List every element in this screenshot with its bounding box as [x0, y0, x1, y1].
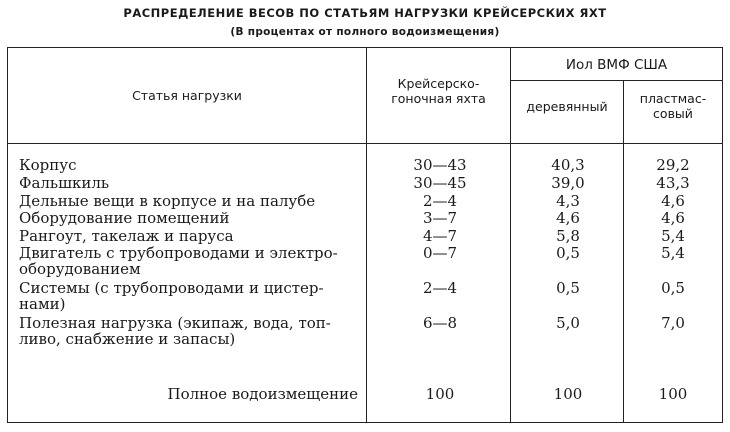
row-item-line: Двигатель с трубопроводами и электро- [19, 244, 338, 262]
row-cruiser-value: 2—4 [422, 192, 458, 210]
header-wooden [511, 99, 623, 114]
row-wooden-value: 40,3 [551, 156, 585, 174]
row-plastic-value: 5,4 [661, 227, 685, 245]
header-item-label: Статья нагрузки [132, 88, 242, 103]
row-plastic-value: 5,4 [661, 244, 685, 262]
row-cruiser-value: 0—7 [422, 244, 458, 262]
row-wooden-value: 4,6 [556, 209, 580, 227]
row-cruiser-value: 2—4 [422, 279, 458, 297]
row-item: Рангоут, такелаж и паруса [19, 227, 234, 245]
header-cruiser-line1: Крейсерско- [397, 76, 480, 91]
row-plastic-value: 0,5 [661, 279, 685, 297]
total-label: Полное водоизмещение [167, 385, 358, 403]
total-cruiser-value: 100 [425, 385, 455, 403]
header-item [8, 88, 366, 103]
table-title: РАСПРЕДЕЛЕНИЕ ВЕСОВ ПО СТАТЬЯМ НАГРУЗКИ КРЕЙСЕРСКИХ ЯХТ [123, 6, 607, 20]
header-plastic-line1: пластмас- [639, 91, 707, 106]
row-plastic-value: 29,2 [656, 156, 690, 174]
row-wooden-value: 39,0 [551, 174, 585, 192]
row-item: Дельные вещи в корпусе и на палубе [19, 192, 316, 210]
header-yawl-label: Иол ВМФ США [565, 57, 668, 73]
header-cruiser-line2: гоночная яхта [391, 91, 486, 106]
row-wooden-value: 0,5 [556, 244, 580, 262]
row-item-line: оборудованием [19, 260, 141, 278]
row-item [19, 245, 364, 277]
row-cruiser-value: 30—45 [413, 174, 467, 192]
table-right-border [722, 47, 723, 423]
row-item: Корпус [19, 156, 77, 174]
header-plastic [624, 91, 722, 121]
row-wooden-value: 5,8 [556, 227, 580, 245]
row-cruiser-value: 4—7 [422, 227, 458, 245]
row-item-line: Полезная нагрузка (экипаж, вода, топ- [19, 314, 331, 332]
row-item [19, 315, 364, 347]
total-wooden-value: 100 [553, 385, 583, 403]
table-top-border [7, 47, 722, 48]
row-wooden-value: 0,5 [556, 279, 580, 297]
row-plastic-value: 4,6 [661, 192, 685, 210]
table-bottom-border [7, 422, 722, 423]
row-item: Фальшкиль [19, 174, 110, 192]
row-cruiser-value: 30—43 [413, 156, 467, 174]
row-item-line: ливо, снабжение и запасы) [19, 330, 236, 348]
header-bottom-border [7, 143, 722, 144]
row-wooden-value: 4,3 [556, 192, 580, 210]
header-plastic-line2: совый [653, 106, 693, 121]
row-plastic-value: 43,3 [656, 174, 690, 192]
row-item [19, 280, 364, 312]
row-plastic-value: 7,0 [661, 314, 685, 332]
row-item: Оборудование помещений [19, 209, 230, 227]
row-item-line: нами) [19, 295, 66, 313]
table-subtitle: (В процентах от полного водоизмещения) [230, 26, 500, 38]
row-wooden-value: 5,0 [556, 314, 580, 332]
yawl-subheader-divider [510, 80, 722, 81]
row-cruiser-value: 3—7 [422, 209, 458, 227]
row-cruiser-value: 6—8 [422, 314, 458, 332]
row-item-line: Системы (с трубопроводами и цистер- [19, 279, 324, 297]
row-plastic-value: 4,6 [661, 209, 685, 227]
header-cruiser [367, 76, 510, 106]
total-plastic-value: 100 [658, 385, 688, 403]
table-left-border [7, 47, 8, 423]
header-wooden-label: деревянный [526, 99, 608, 114]
header-yawl [511, 58, 722, 73]
